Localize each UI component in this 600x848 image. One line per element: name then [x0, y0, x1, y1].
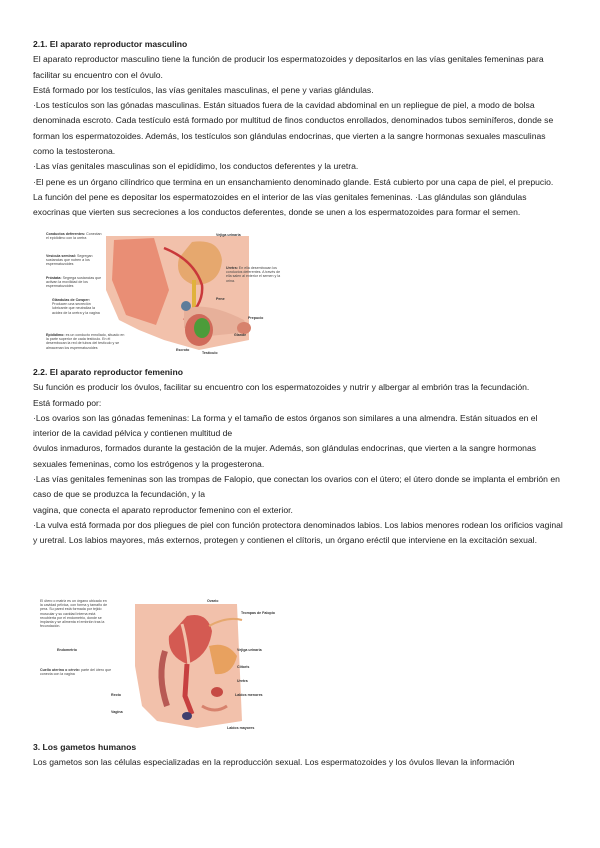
paragraph: El aparato reproductor masculino tiene la función de producir los espermatozoides y depositarlos en las vías genitales femeninas para facilitar su encuentro con el óvulo.: [33, 54, 544, 80]
label-testiculo: Testículo: [202, 351, 218, 355]
label-ovario: Ovario: [207, 599, 219, 603]
label-prepucio: Prepucio: [248, 316, 264, 320]
label-escroto: Escroto: [176, 348, 190, 352]
label-labios-mayores: Labios mayores: [227, 726, 255, 730]
female-anatomy-figure: [37, 596, 283, 732]
label-glande: Glande: [234, 333, 247, 337]
paragraph: Su función es producir los óvulos, facilitar su encuentro con los espermatozoides y nutrir y albergar al embrión tras la fecundación.: [33, 382, 530, 393]
section-gametes-text: [33, 740, 563, 771]
label-uretra-f: Uretra: [237, 679, 248, 683]
paragraph: ·La vulva está formada por dos pliegues de piel con función protectora denominados labios. Los labios menores rodean los orificios vaginal y uretral. Los labios mayores, más externos, protegen y contienen el clítoris, un órgano eréctil que interviene en la excitación sexual.: [33, 519, 563, 546]
label-vejiga-f: Vejiga urinaria: [237, 648, 262, 652]
paragraph: vagina, que conecta el aparato reproductor femenino con el exterior.: [33, 504, 293, 515]
paragraph: ·Los testículos son las gónadas masculinas. Están situados fuera de la cavidad abdominal en un repliegue de piel, a modo de bolsa denominada escroto. Cada testículo está formado por multitud de finos conductos enrollados, denominados tubos seminíferos, donde se forman los espermatozoides. Además, los testículos son glándulas endocrinas, que vierten a la sangre hormonas sexuales masculinas como la testosterona.: [33, 100, 554, 157]
label-recto: Recto: [111, 693, 121, 697]
paragraph: Los gametos son las células especializadas en la reproducción sexual. Los espermatozoides y los óvulos llevan la información: [33, 757, 515, 768]
paragraph: ·Los ovarios son las gónadas femeninas: La forma y el tamaño de estos órganos son similares a una almendra. Están situados en el interior de la cavidad pélvica y contienen multitud de: [33, 412, 538, 439]
paragraph: ·El pene es un órgano cilíndrico que termina en un ensanchamiento denominado glande. Está cubierto por una capa de piel, el prepucio. La función del pene es depositar los espermatozoides en el interior de las vías genitales femeninas. ·Las glándulas son glándulas exocrinas que vierten sus secreciones a los conductos deferentes, donde se unen a los espermatozoides para formar el semen.: [33, 176, 554, 218]
label-endometrio: Endometrio: [57, 648, 77, 652]
label-labios-menores: Labios menores: [235, 693, 263, 697]
label-prostata: Próstata: Segrega sustancias que activan la movilidad de los espermatozoides: [46, 276, 102, 289]
paragraph: Está formado por los testículos, las vías genitales masculinas, el pene y varias glándulas.: [33, 84, 374, 95]
label-trompas: Trompas de Falopio: [241, 611, 275, 615]
label-cowper: Glándulas de Cowper: Producen una secreción lubricante que neutraliza la acidez de la uretra y la vagina: [52, 298, 100, 315]
label-vejiga: Vejiga urinaria: [216, 233, 241, 237]
paragraph: ·Las vías genitales femeninas son las trompas de Falopio, que conectan los ovarios con el útero; el útero donde se implanta el embrión en caso de que se produzca la fecundación, y la: [33, 474, 560, 500]
label-utero: El útero o matriz es un órgano ubicado en la cavidad pélvica, con forma y tamaño de pera. Su pared está formada por tejido muscular y su cavidad interna está recubierta por el endometrio, donde se implanta y se alimenta el embrión tras la fecundación.: [40, 599, 108, 629]
label-clitoris: Clítoris: [237, 665, 250, 669]
section-male-text: [33, 37, 563, 221]
section-heading: 3. Los gametos humanos: [33, 742, 137, 752]
label-vesicula: Vesícula seminal: Segregan sustancias que nutren a los espermatozoides: [46, 254, 93, 267]
label-pene: Pene: [216, 297, 225, 301]
male-anatomy-figure: [44, 230, 284, 358]
paragraph: Está formado por:: [33, 397, 102, 408]
section-heading: 2.2. El aparato reproductor femenino: [33, 367, 183, 377]
paragraph: ·Las vías genitales masculinas son el epidídimo, los conductos deferentes y la uretra.: [33, 161, 359, 172]
label-deferentes: Conductos deferentes: Conectan el epidídimo con la uretra: [46, 232, 102, 241]
label-vagina: Vagina: [111, 710, 123, 714]
label-cuello: Cuello uterino o cérvix: parte del útero que conecta con la vagina: [40, 668, 112, 677]
section-heading: 2.1. El aparato reproductor masculino: [33, 39, 188, 49]
label-epididimo: Epidídimo: es un conducto enrollado, situado en la parte superior de cada testículo. En él desembocan la red de tubos del testículo y se almacenan los espermatozoides: [46, 333, 125, 350]
paragraph: óvulos inmaduros, formados durante la gestación de la mujer. Además, son glándulas endocrinas, que vierten a la sangre hormonas sexuales femeninas, como los estrógenos y la progesterona.: [33, 443, 537, 469]
label-uretra: Uretra: En ella desembocan los conductos deferentes. A través de ella salen al exterior el semen y la orina.: [226, 266, 281, 283]
section-female-text: [33, 365, 563, 549]
